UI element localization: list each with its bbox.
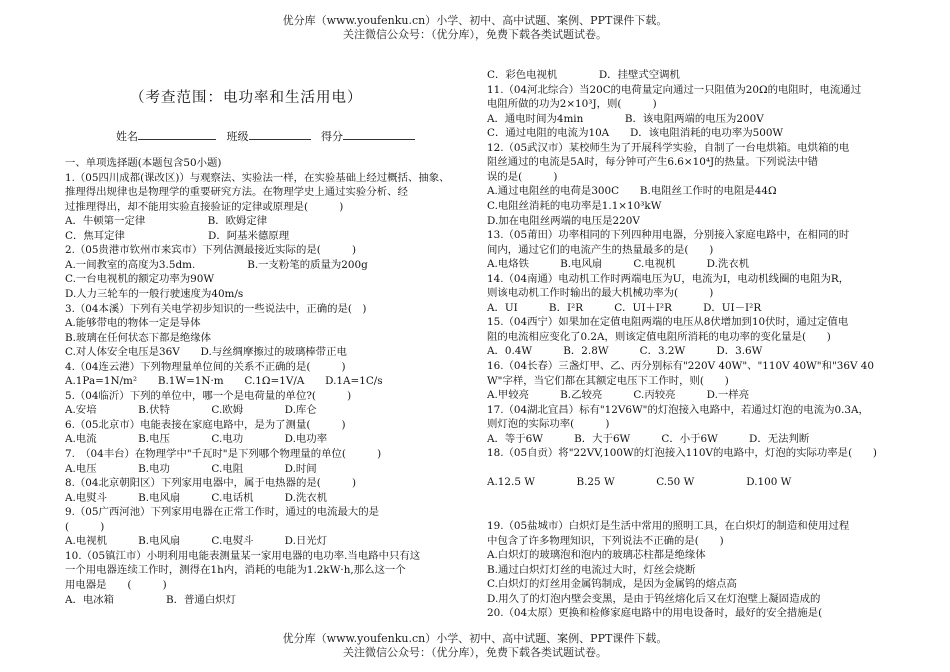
text-line: C.对人体安全电压是36V D.与丝绸摩擦过的玻璃棒带正电 — [65, 346, 347, 359]
header-line-1: 优分库（www.youfenku.cn）小学、初中、高中试题、案例、PPT课件下载。 — [282, 14, 668, 27]
text-line: 13.（05莆田）功率相同的下列四种用电器，分别接入家庭电路中，在相同的时 — [487, 229, 850, 242]
text-line: A.1Pa=1N/m² B.1W=1N·m C.1Ω=1V/A D.1A=1C/s — [65, 375, 383, 388]
text-line: D.人力三轮车的一般行驶速度为40m/s — [65, 287, 244, 300]
text-line: A.一间教室的高度为3.5dm. B.一支粉笔的质量为200g — [65, 258, 368, 271]
text-line: A．0.4W B．2.8W C．3.2W D．3.6W — [487, 345, 763, 358]
text-line: A．通电时间为4min B．该电阻两端的电压为200V — [487, 112, 764, 125]
text-line: 12.（05武汉市）某校师生为了开展科学实验，自制了一台电烘箱。电烘箱的电 — [487, 141, 850, 154]
text-line: A．等于6W B．大于6W C．小于6W D．无法判断 — [487, 432, 810, 445]
text-line: 间内，通过它们的电流产生的热量最多的是( ) — [487, 243, 714, 256]
text-line: 10.（05镇江市）小明利用电能表测量某一家用电器的电功率.当电路中只有这 — [65, 549, 421, 562]
text-line: 1.（05四川成都(课改区)）与观察法、实验法一样，在实验基础上经过概括、抽象、 — [65, 171, 450, 184]
text-line: 一个用电器连续工作时，测得在1h内，消耗的电能为1.2kW·h,那么这一个 — [65, 564, 406, 577]
name-label: 姓名 — [116, 130, 138, 143]
score-label: 得分 — [321, 130, 343, 143]
text-line: A.12.5 W B.25 W C.50 W D.100 W — [487, 476, 792, 489]
text-line: 20.（04太原）更换和检修家庭电路中的用电设备时，最好的安全措施是( — [487, 607, 843, 620]
text-line: A.电压 B.电功 C.电阻 D.时间 — [65, 462, 317, 475]
text-line: C.白炽灯的灯丝用金属钨制成，是因为金属钨的熔点高 — [487, 578, 737, 591]
text-line: 16.（04长春）三盏灯甲、乙、丙分别标有"220V 40W"、"110V 40W"和"36V 40 — [487, 360, 875, 372]
student-info — [116, 128, 415, 144]
text-line: 19.（05盐城市）白炽灯是生活中常用的照明工具，在白炽灯的制造和使用过程 — [487, 520, 850, 533]
text-line: 5.（04临沂）下列的单位中，哪一个是电荷量的单位?( ) — [65, 389, 352, 402]
page-title: （考查范围：电功率和生活用电） — [130, 90, 363, 106]
text-line: 9.（05广西河池）下列家用电器在正常工作时，通过的电流最大的是 — [65, 506, 380, 519]
text-line: 15.（04西宁）如果加在定值电阻两端的电压从8伏增加到10伏时，通过定值电 — [487, 316, 849, 329]
text-line: C．通过电阻的电流为10A D．该电阻消耗的电功率为500W — [487, 127, 784, 140]
text-line: 阻丝通过的电流是5A时，每分钟可产生6.6×10⁴J的热量。下列说法中错 — [487, 156, 819, 169]
text-line: A.电熨斗 B.电风扇 C.电话机 D.洗衣机 — [65, 491, 328, 504]
text-line: A.能够带电的物体一定是导体 — [65, 317, 201, 330]
text-line: ( ) — [65, 520, 105, 533]
text-line: A．电冰箱 B．普通白炽灯 — [65, 593, 236, 606]
text-line: W"字样，当它们都在其额定电压下工作时，则( ) — [487, 374, 729, 387]
text-line: A．牛顿第一定律 B．欧姆定律 — [65, 215, 268, 228]
text-line: 误的是( ) — [487, 170, 558, 183]
header-line-2: 关注微信公众号：（优分库），免费下载各类试题试卷。 — [343, 28, 607, 41]
text-line: 阻的电流相应变化了0.2A，则该定值电阻所消耗的电功率的变化量是( ) — [487, 330, 831, 343]
text-line: C．焦耳定律 D．阿基米德原理 — [65, 229, 290, 242]
name-blank[interactable] — [138, 128, 216, 140]
text-line: C．彩色电视机 D．挂壁式空调机 — [487, 69, 680, 81]
text-line: A．UI B．I²R C．UI＋I²R D．UI－I²R — [487, 301, 762, 314]
text-line: B.玻璃在任何状态下都是绝缘体 — [65, 331, 212, 344]
text-line: A.安培 B.伏特 C.欧姆 D.库仑 — [65, 404, 317, 417]
text-line: D.加在电阻丝两端的电压是220V — [487, 214, 640, 227]
text-line: A.电视机 B.电风扇 C.电熨斗 D.日光灯 — [65, 535, 328, 548]
page-footer — [0, 632, 950, 660]
text-line: 6.（05北京市）电能表接在家庭电路中，是为了测量( ) — [65, 418, 346, 431]
text-line: 推理得出规律也是物理学的重要研究方法。在物理学史上通过实验分析、经 — [65, 186, 408, 199]
text-line: 过推理得出，却不能用实验直接验证的定律或原理是( ) — [65, 200, 344, 213]
text-line: A.甲较亮 B.乙较亮 C.丙较亮 D.一样亮 — [487, 389, 750, 402]
text-line: 中包含了许多物理知识，下列说法不正确的是( ) — [487, 534, 724, 547]
text-line: D.用久了的灯泡内壁会变黑，是由于钨丝熔化后又在灯泡壁上凝固造成的 — [487, 592, 821, 605]
score-blank[interactable] — [343, 128, 415, 140]
page-header — [0, 14, 950, 42]
text-line: 3.（04本溪）下列有关电学初步知识的一些说法中，正确的是( ) — [65, 302, 367, 315]
footer-line-1: 优分库（www.youfenku.cn）小学、初中、高中试题、案例、PPT课件下载。 — [282, 632, 668, 645]
text-line: 14.（04南通）电动机工作时两端电压为U，电流为I，电动机线圈的电阻为R， — [487, 272, 850, 285]
text-line: 7. （04丰台）在物理学中"千瓦时"是下列哪个物理量的单位( ) — [65, 448, 382, 460]
text-line: 用电器是 ( ) — [65, 578, 167, 591]
text-line: A.电流 B.电压 C.电功 D.电功率 — [65, 433, 328, 446]
footer-line-2: 关注微信公众号：（优分库），免费下载各类试题试卷。 — [343, 646, 607, 659]
text-line: 电阻所做的功为2×10³J，则( ) — [487, 98, 657, 111]
text-line: 8.（04北京朝阳区）下列家用电器中，属于电热器的是( ) — [65, 477, 357, 490]
text-line: C.一台电视机的额定功率为90W — [65, 273, 215, 286]
text-line: A.通过电阻丝的电荷是300C B.电阻丝工作时的电阻是44Ω — [487, 185, 777, 198]
class-blank[interactable] — [249, 128, 311, 140]
text-line: A.白炽灯的玻璃泡和泡内的玻璃芯柱都是绝缘体 — [487, 549, 706, 562]
text-line: 11.（04河北综合）当20C的电荷量定向通过一只阻值为20Ω的电阻时，电流通过 — [487, 83, 862, 96]
text-line: 17.（04湖北宜昌）标有"12V6W"的灯泡接入电路中，若通过灯泡的电流为0.3A， — [487, 403, 869, 416]
class-label: 班级 — [226, 130, 249, 143]
text-line: 4.（04连云港）下列物理量单位间的关系不正确的是( ) — [65, 360, 346, 373]
text-line: C.电阻丝消耗的电功率是1.1×10³kW — [487, 199, 662, 212]
text-line: 2.（05贵港市钦州市来宾市）下列估测最接近实际的是( ) — [65, 244, 357, 257]
text-line: 一、单项选择题(本题包含50小题) — [65, 157, 222, 169]
text-line: B.通过白炽灯灯丝的电流过大时，灯丝会烧断 — [487, 563, 696, 576]
text-line: 则灯泡的实际功率( ) — [487, 418, 610, 431]
text-line: 则该电动机工作时输出的最大机械功率为( ) — [487, 287, 714, 300]
text-line: A.电烙铁 B.电风扇 C.电视机 D.洗衣机 — [487, 258, 750, 271]
text-line: 18.（05自贡）将"22VV,100W的灯泡接入110V的电路中，灯泡的实际功率是( ) — [487, 447, 877, 460]
